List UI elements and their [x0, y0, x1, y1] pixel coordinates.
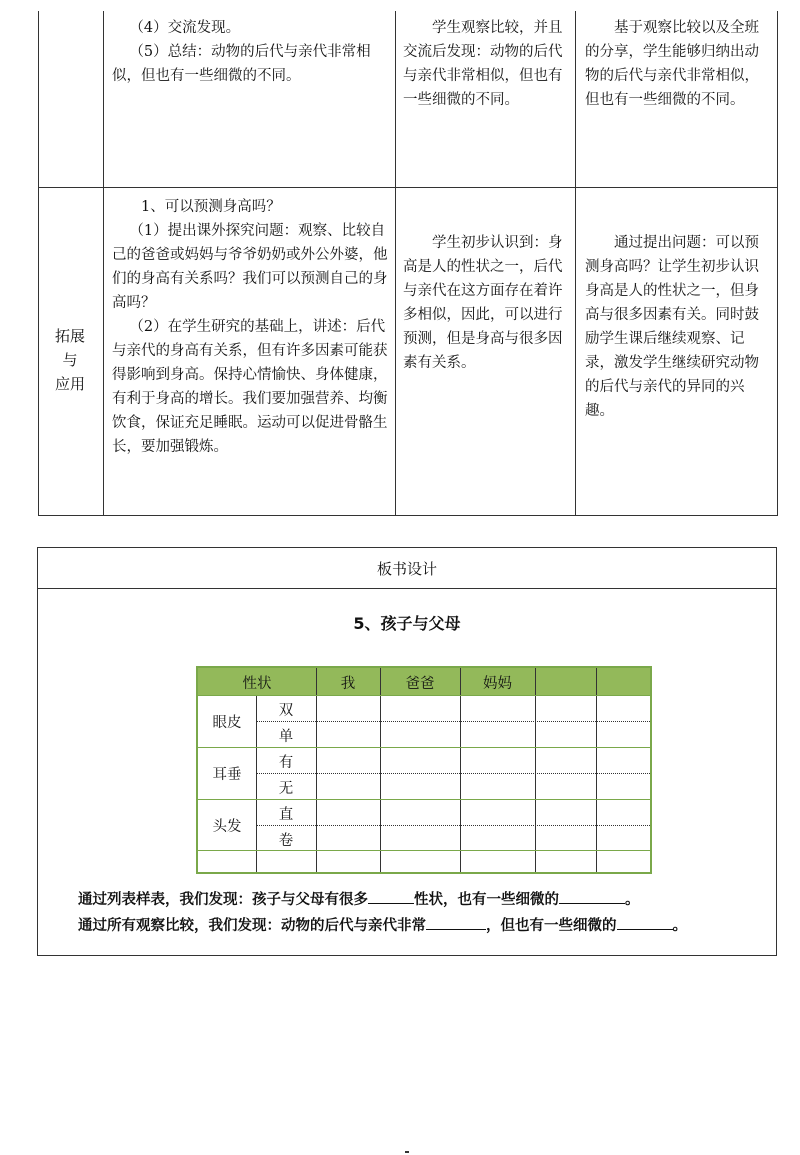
grid-line	[198, 799, 650, 800]
grid-line	[316, 668, 317, 872]
trait-option: 直	[278, 807, 294, 823]
column-header-mother: 妈妈	[483, 676, 512, 692]
stage-label	[38, 324, 102, 396]
trait-label: 眼皮	[212, 715, 242, 731]
grid-line	[596, 668, 597, 872]
grid-line	[380, 668, 381, 872]
grid-line	[198, 850, 650, 851]
column-header-father: 爸爸	[405, 676, 435, 692]
board-header: 板书设计	[38, 548, 776, 589]
stage-label-line: 与	[62, 351, 78, 369]
column-divider	[575, 11, 576, 516]
board-design-box	[37, 547, 777, 956]
stage-label-line: 拓展	[54, 327, 85, 345]
trait-option: 有	[278, 755, 294, 771]
fill-blank	[617, 915, 673, 930]
stage-label-line: 应用	[54, 375, 85, 393]
procedure-line: （2）在学生研究的基础上，讲述：后代与亲代的身高有关系，但有许多因素可能获得影响到身高。保持心情愉快、身体健康，有利于身高的增长。我们要加强营养、均衡饮食，保证充足睡眠。运动可以促进骨骼生长，要加强锻炼。	[112, 319, 388, 455]
procedure-line: 1、可以预测身高吗？	[141, 199, 281, 215]
row1-procedure-cell	[112, 16, 390, 88]
sentence-text: 通过所有观察比较，我们发现：动物的后代与亲代非常	[78, 918, 426, 934]
grid-line	[460, 668, 461, 872]
student-activity-text: 学生初步认识到：身高是人的性状之一，后代与亲代在这方面存在着许多相似，因此，可以进行预测，但是身高与很多因素有关系。	[403, 235, 563, 371]
grid-line	[256, 773, 650, 774]
fill-blank	[559, 889, 625, 904]
row1-student-cell	[403, 16, 571, 112]
procedure-line: （1）提出课外探究问题：观察、比较自己的爸爸或妈妈与爷爷奶奶或外公外婆，他们的身高有关系吗？我们可以预测自己的身高吗？	[112, 223, 388, 311]
procedure-line: （4）交流发现。	[129, 20, 241, 36]
column-divider	[395, 11, 396, 516]
trait-option: 无	[278, 781, 294, 797]
design-intent-text: 通过提出问题：可以预测身高吗？让学生初步认识身高是人的性状之一，但身高与很多因素有关。同时鼓励学生课后继续观察、记录，激发学生继续研究动物的后代与亲代的异同的兴趣。	[585, 235, 759, 419]
column-divider	[103, 11, 104, 516]
fill-blank	[368, 889, 414, 904]
row1-intent-cell	[585, 16, 771, 112]
procedure-line: （5）总结：动物的后代与亲代非常相似，但也有一些细微的不同。	[112, 44, 371, 84]
sentence-text: 通过列表样表，我们发现：孩子与父母有很多	[78, 892, 368, 908]
conclusion-sentence	[78, 888, 640, 909]
trait-option: 卷	[278, 833, 294, 849]
grid-line	[535, 668, 536, 872]
sentence-text: 。	[625, 892, 640, 908]
grid-line	[256, 721, 650, 722]
sentence-text: 。	[672, 918, 687, 934]
row-divider	[38, 187, 778, 188]
column-header-trait: 性状	[242, 676, 272, 692]
design-intent-text: 基于观察比较以及全班的分享，学生能够归纳出动物的后代与亲代非常相似，但也有一些细微的不同。	[585, 20, 759, 108]
trait-option: 双	[278, 703, 294, 719]
trait-option: 单	[278, 729, 294, 745]
trait-label: 耳垂	[212, 767, 242, 783]
trait-label: 头发	[212, 819, 242, 835]
fill-blank	[426, 915, 486, 930]
trait-table	[196, 666, 652, 874]
student-activity-text: 学生观察比较，并且交流后发现：动物的后代与亲代非常相似，但也有一些细微的不同。	[403, 20, 563, 108]
sentence-text: 性状，也有一些细微的	[414, 892, 559, 908]
grid-line	[256, 825, 650, 826]
row2-student-cell	[403, 231, 571, 375]
page-mark	[405, 1151, 409, 1153]
row2-intent-cell	[585, 231, 771, 423]
row2-procedure-cell	[112, 195, 390, 459]
conclusion-sentence	[78, 914, 687, 935]
lesson-table	[38, 11, 778, 516]
board-title: 5、孩子与父母	[353, 614, 461, 633]
column-header-me: 我	[340, 676, 356, 692]
sentence-text: ，但也有一些细微的	[486, 918, 617, 934]
grid-line	[198, 747, 650, 748]
grid-line	[198, 695, 650, 696]
